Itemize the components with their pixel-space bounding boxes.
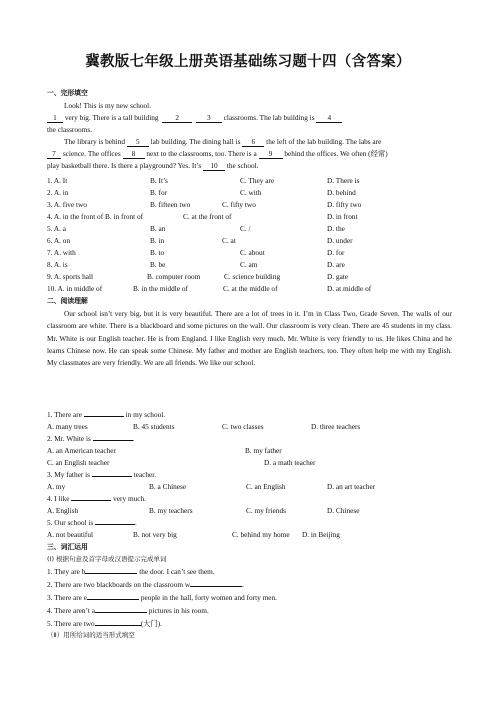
option[interactable]: B. an xyxy=(150,224,166,233)
option[interactable]: B. computer room xyxy=(147,272,201,281)
vocab-item: 2. There are two blackboards on the classroom w . xyxy=(47,580,244,589)
question: 4. I like very much. xyxy=(47,494,146,503)
blank[interactable]: 3 xyxy=(196,113,222,123)
option[interactable]: A. an American teacher xyxy=(47,446,116,455)
option[interactable]: C. two classes xyxy=(222,422,264,431)
option[interactable]: B. not very big xyxy=(133,530,177,539)
option[interactable]: A. English xyxy=(47,506,79,515)
option[interactable]: C. science building xyxy=(224,272,281,281)
question: 5. Our school is . xyxy=(47,518,137,527)
option[interactable]: D. for xyxy=(327,248,345,257)
option[interactable]: B. It’s xyxy=(150,176,168,185)
blank[interactable]: 7 xyxy=(47,149,61,159)
option[interactable]: D. fifty two xyxy=(327,200,362,209)
option[interactable]: D. the xyxy=(327,224,345,233)
option[interactable]: 7. A. with xyxy=(47,248,76,257)
option[interactable]: B. a Chinese xyxy=(149,482,187,491)
option[interactable]: B. 45 students xyxy=(133,422,175,431)
option[interactable]: B. in the middle of xyxy=(133,284,188,293)
option[interactable]: B. be xyxy=(150,260,166,269)
vocab-item: 5. There are two (大门). xyxy=(47,619,162,628)
question: 1. There are in my school. xyxy=(47,410,166,419)
answer-blank[interactable] xyxy=(95,625,141,626)
option[interactable]: B. my father xyxy=(245,446,282,455)
subsection-instruction: （Ⅱ）用所给词的适当形式填空 xyxy=(47,631,135,639)
question: 2. Mr. White is . xyxy=(47,434,135,443)
option[interactable]: 9. A. sports hall xyxy=(47,272,94,281)
option[interactable]: C. an English xyxy=(246,482,286,491)
option[interactable]: B. to xyxy=(150,248,165,257)
cloze-line: the classrooms. xyxy=(47,125,92,134)
option[interactable]: C. at xyxy=(222,236,236,245)
answer-blank[interactable] xyxy=(87,599,139,600)
blank[interactable]: 5 xyxy=(127,137,149,147)
vocab-item: 1. They are b the door. I can’t see them. xyxy=(47,567,215,576)
section-heading-vocabulary: 三、词汇运用 xyxy=(47,543,88,551)
page-title: 冀教版七年级上册英语基础练习题十四（含答案） xyxy=(85,54,411,70)
option[interactable]: C. / xyxy=(240,224,251,233)
cloze-line: The library is behind 5 lab building. The dining hall is 6 the left of the lab building. The labs are xyxy=(64,137,382,146)
answer-blank[interactable] xyxy=(85,573,137,574)
section-heading-cloze: 一、完形填空 xyxy=(47,89,88,97)
vocab-item: 3. There are e people in the hall, forty women and forty men. xyxy=(47,593,277,602)
option[interactable]: D. at middle of xyxy=(327,284,372,293)
option[interactable]: C. at the middle of xyxy=(223,284,278,293)
option[interactable]: D. in Beijing xyxy=(302,530,340,539)
blank[interactable]: 10 xyxy=(203,161,225,171)
option[interactable]: 2. A. in xyxy=(47,188,69,197)
option[interactable]: C. an English teacher xyxy=(47,458,110,467)
blank[interactable]: 4 xyxy=(316,113,342,123)
blank[interactable]: 6 xyxy=(242,137,264,147)
option[interactable]: D. a math teacher xyxy=(264,458,316,467)
option[interactable]: D. under xyxy=(327,236,353,245)
blank[interactable]: 1 xyxy=(47,113,63,123)
option[interactable]: B. for xyxy=(150,188,168,197)
vocab-item: 4. There aren’t a pictures in his room. xyxy=(47,606,209,615)
cloze-line: 7 science. The offices 8 next to the classrooms, too. There is a 9 behind the offices. We often (经常) xyxy=(47,149,388,159)
blank[interactable]: 9 xyxy=(259,149,283,159)
reading-passage: Our school isn’t very big, but it is very beautiful. There are a lot of trees in it. I’m in Class Two, Grade Seven. The walls of our classroom are white. There is a blackboard and some pictures on the wall. Our classroom is very clean. There are 45 students in my class. Mr. White is our English teacher. He is from England. I like English very much. Mr. White is very friendly to us. He likes China and he learns Chinese now. He can speak some Chinese. My father and mother are English teachers, too. They often help me with my English. My classmates are very friendly. We are all friends. We like our school. xyxy=(47,309,452,368)
option[interactable]: D. behind xyxy=(327,188,356,197)
option[interactable]: A. not beautiful xyxy=(47,530,94,539)
option[interactable]: D. There is xyxy=(327,176,360,185)
option[interactable]: C. behind my home xyxy=(232,530,290,539)
option[interactable]: D. an art teacher xyxy=(327,482,376,491)
option[interactable]: 6. A. on xyxy=(47,236,71,245)
option[interactable]: A. my xyxy=(47,482,66,491)
option[interactable]: B. fifteen two xyxy=(150,200,191,209)
option[interactable]: D. are xyxy=(327,260,345,269)
option[interactable]: C. fifty two xyxy=(222,200,256,209)
option[interactable]: 8. A. is xyxy=(47,260,68,269)
option[interactable]: C. am xyxy=(240,260,258,269)
answer-blank[interactable] xyxy=(95,612,147,613)
option[interactable]: D. three teachers xyxy=(311,422,361,431)
option[interactable]: D. Chinese xyxy=(327,506,360,515)
option[interactable]: C. with xyxy=(240,188,262,197)
cloze-line: 1 very big. There is a tall building 2 3 classrooms. The lab building is 4 xyxy=(47,113,452,123)
question: 3. My father is teacher. xyxy=(47,470,157,479)
option[interactable]: 1. A. It xyxy=(47,176,68,185)
option[interactable]: B. my teachers xyxy=(149,506,193,515)
section-heading-reading: 二、阅读理解 xyxy=(47,297,88,305)
option[interactable]: C. They are xyxy=(240,176,275,185)
option[interactable]: D. gate xyxy=(327,272,349,281)
blank[interactable]: 8 xyxy=(123,149,145,159)
option[interactable]: C. about xyxy=(240,248,265,257)
option[interactable]: D. in front xyxy=(327,212,358,221)
answer-blank[interactable] xyxy=(190,586,242,587)
option[interactable]: 4. A. in the front of B. in front of xyxy=(47,212,144,221)
option[interactable]: 3. A. five two xyxy=(47,200,87,209)
cloze-line: play basketball there. Is there a playground? Yes. It’s 10 the school. xyxy=(47,161,259,170)
option[interactable]: C. my friends xyxy=(246,506,286,515)
subsection-instruction: (Ⅰ) 根据句意及首字母或汉语提示完成单词 xyxy=(47,555,167,563)
option[interactable]: 10. A. in middle of xyxy=(47,284,103,293)
option[interactable]: C. at the front of xyxy=(183,212,232,221)
blank[interactable]: 2 xyxy=(162,113,192,123)
cloze-line: Look! This is my new school. xyxy=(64,101,152,110)
option[interactable]: A. many trees xyxy=(47,422,88,431)
option[interactable]: B. in xyxy=(150,236,165,245)
option[interactable]: 5. A. a xyxy=(47,224,67,233)
